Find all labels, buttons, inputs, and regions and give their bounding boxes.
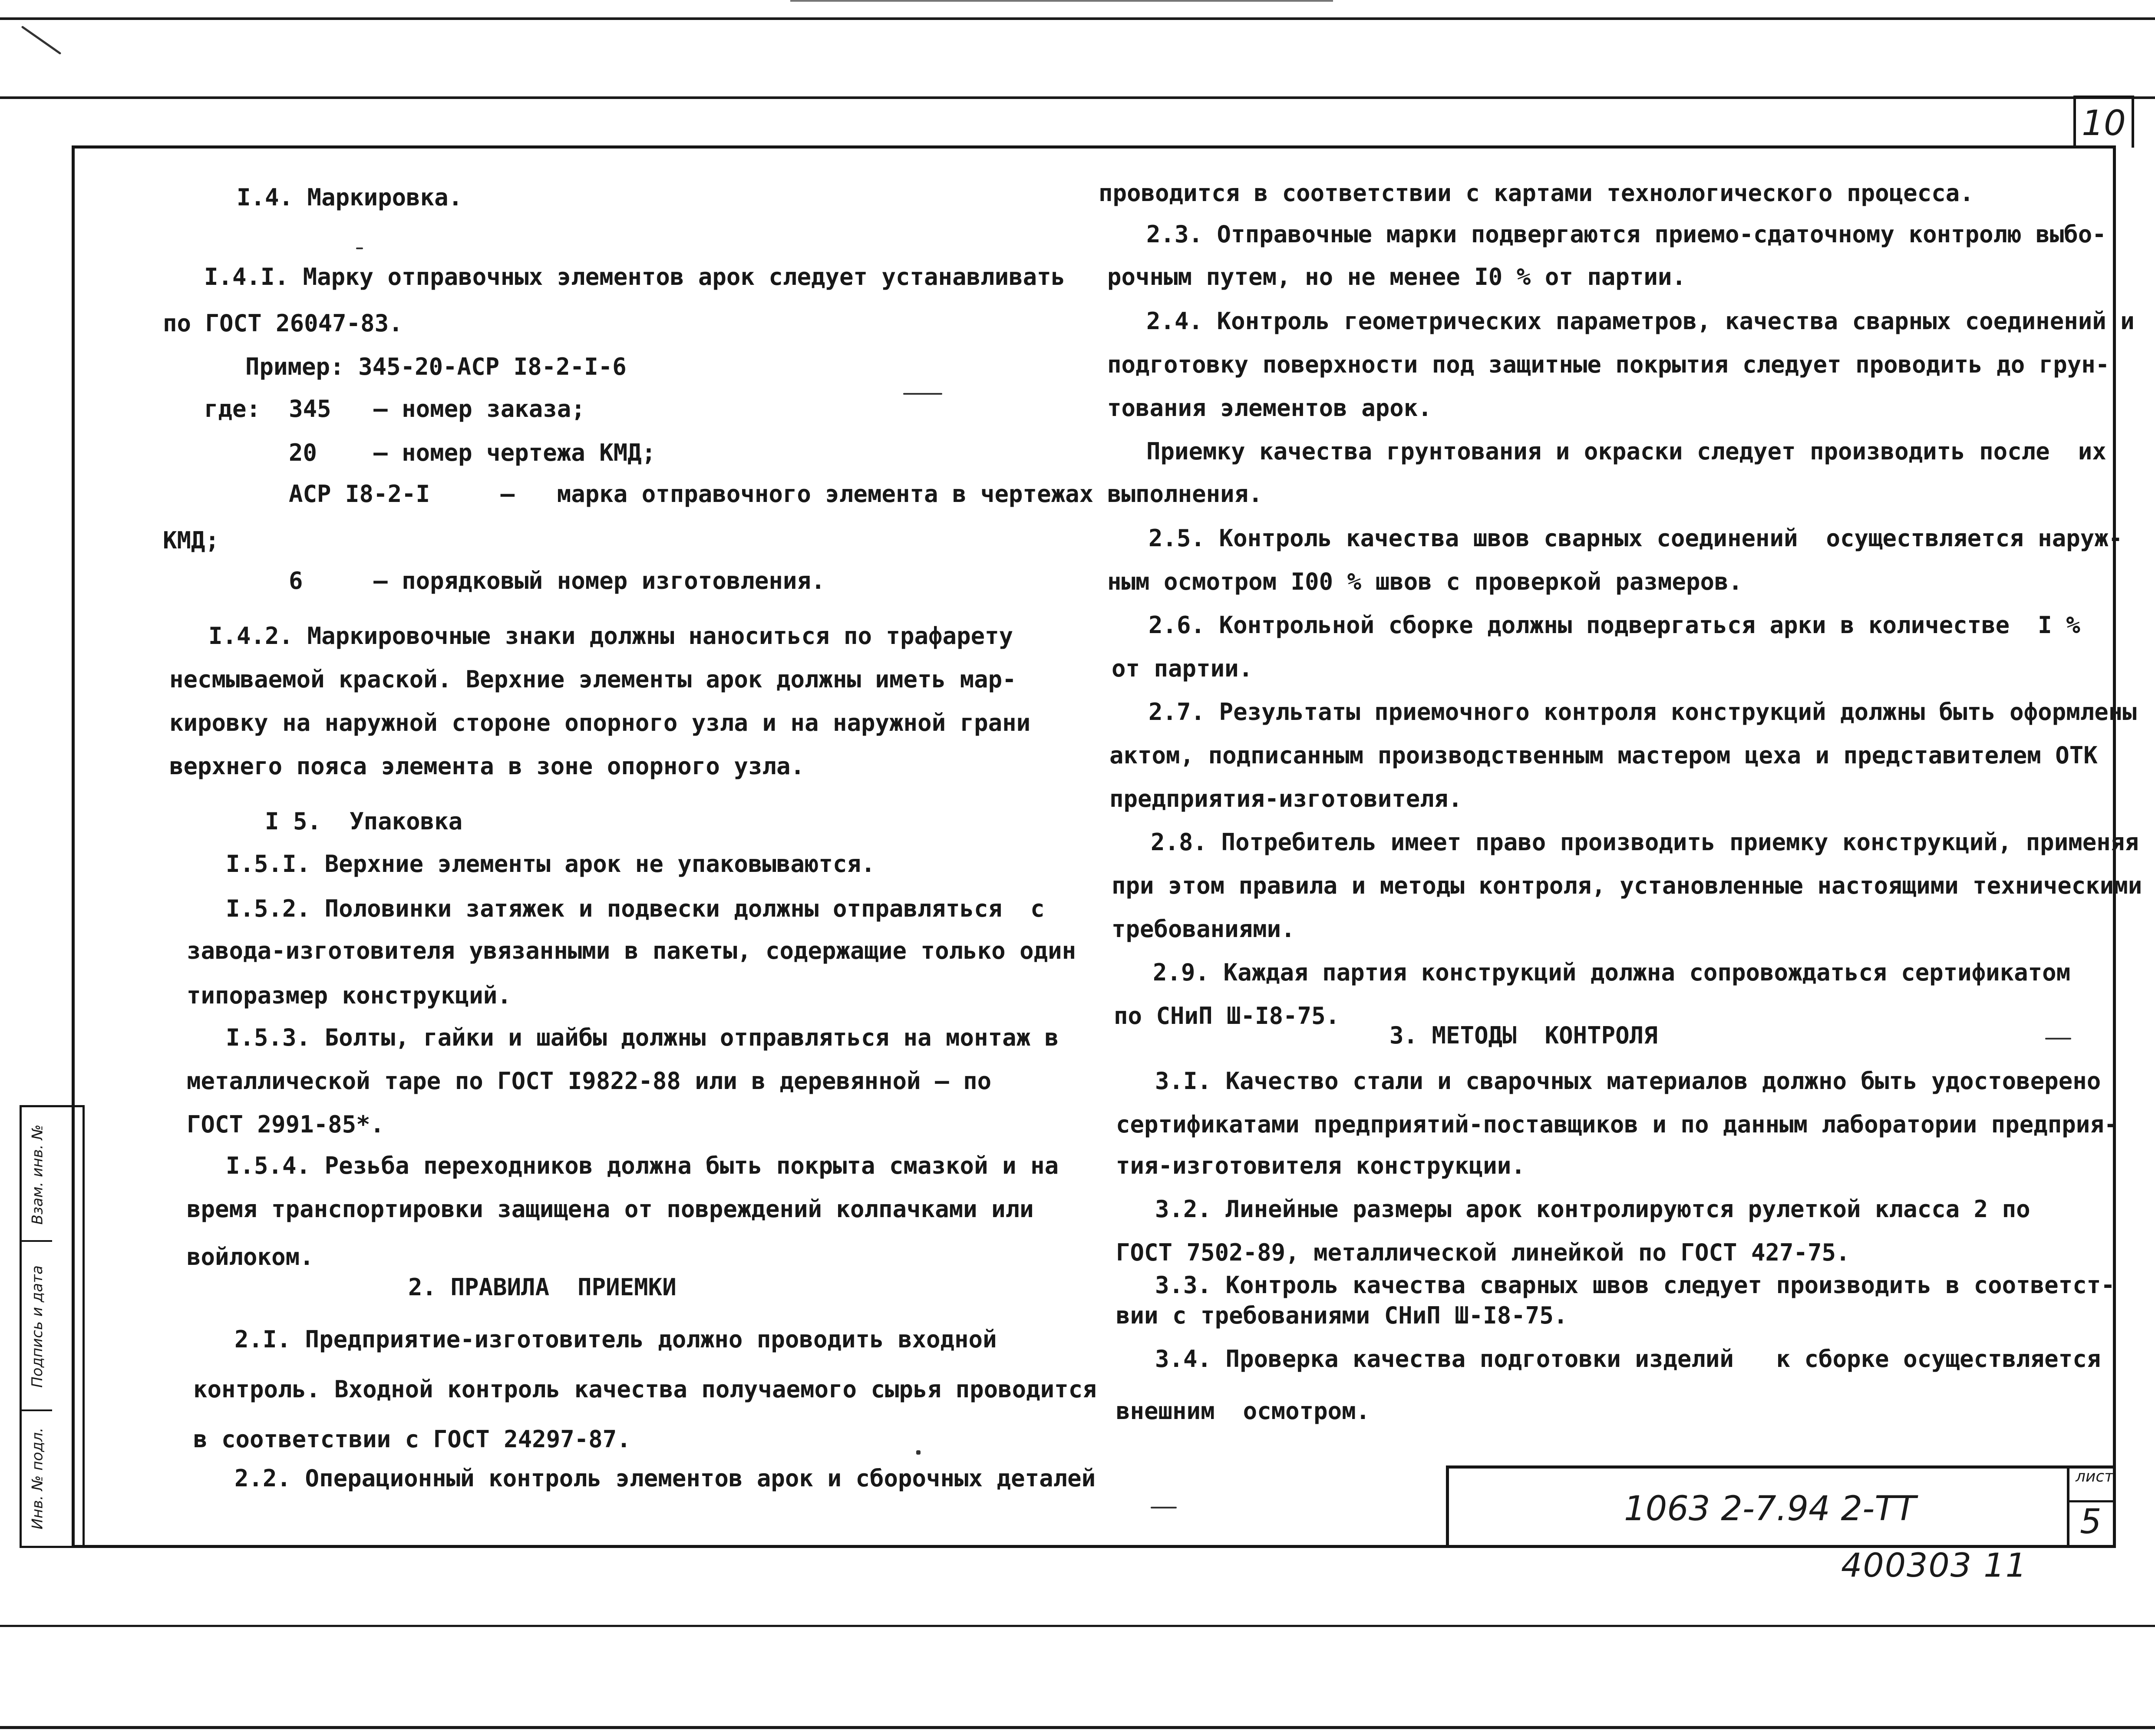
right-line-6: тования элементов арок. bbox=[1107, 394, 1432, 422]
scan-speck bbox=[916, 1450, 921, 1455]
left-line-16: I.5.2. Половинки затяжек и подвески должны отправляться с bbox=[226, 895, 1045, 922]
right-line-1: проводится в соответствии с картами технологического процесса. bbox=[1099, 179, 1974, 207]
left-line-13: верхнего пояса элемента в зоне опорного узла. bbox=[169, 752, 805, 780]
right-line-15: предприятия-изготовителя. bbox=[1109, 785, 1462, 812]
side-label-3: Взам. инв. № bbox=[29, 1124, 46, 1225]
right-line-19: 2.9. Каждая партия конструкций должна сопровождаться сертификатом bbox=[1153, 959, 2071, 986]
right-line-2: 2.3. Отправочные марки подвергаются приемо-сдаточному контролю выбо- bbox=[1146, 221, 2106, 248]
right-line-24: тия-изготовителя конструкции. bbox=[1116, 1152, 1525, 1179]
right-line-20: по СНиП Ш-I8-75. bbox=[1114, 1002, 1340, 1030]
left-line-7: АСР I8-2-I – марка отправочного элемента в чертежах bbox=[289, 480, 1094, 508]
scan-speck bbox=[356, 248, 363, 249]
left-line-20: металлической таре по ГОСТ I9822-88 или в деревянной – по bbox=[187, 1067, 992, 1095]
right-line-11: 2.6. Контрольной сборке должны подвергаться арки в количестве I % bbox=[1148, 611, 2080, 639]
right-line-22: 3.I. Качество стали и сварочных материалов должно быть удостоверено bbox=[1155, 1067, 2101, 1095]
sheet-list-number: 5 bbox=[2080, 1502, 2102, 1541]
right-line-12: от партии. bbox=[1112, 655, 1253, 682]
left-section-1-5: I 5. Упаковка bbox=[265, 808, 463, 835]
scan-speck bbox=[2045, 1038, 2071, 1040]
right-line-8: выполнения. bbox=[1107, 480, 1263, 508]
scan-upper-rule bbox=[0, 96, 2155, 99]
left-line-15: I.5.I. Верхние элементы арок не упаковываются. bbox=[226, 850, 875, 878]
scan-speck bbox=[903, 393, 942, 395]
section-2-heading: 2. ПРАВИЛА ПРИЕМКИ bbox=[408, 1274, 677, 1301]
right-line-4: 2.4. Контроль геометрических параметров, качества сварных соединений и bbox=[1146, 307, 2135, 335]
scan-speck bbox=[1151, 1507, 1177, 1508]
left-line-27: контроль. Входной контроль качества получаемого сырья проводится bbox=[193, 1376, 1097, 1403]
left-line-6: 20 – номер чертежа КМД; bbox=[289, 439, 656, 466]
right-line-28: вии с требованиями СНиП Ш-I8-75. bbox=[1116, 1302, 1568, 1329]
left-line-26: 2.I. Предприятие-изготовитель должно проводить входной bbox=[234, 1326, 997, 1353]
side-approval-bar bbox=[20, 1105, 85, 1548]
sheet-number: 10 bbox=[2082, 102, 2126, 143]
left-line-2: I.4.I. Марку отправочных элементов арок следует устанавливать bbox=[204, 263, 1066, 290]
right-line-16: 2.8. Потребитель имеет право производить приемку конструкций, применяя bbox=[1151, 828, 2139, 856]
left-line-12: кировку на наружной стороне опорного узла и на наружной грани bbox=[169, 709, 1031, 736]
left-line-22: I.5.4. Резьба переходников должна быть покрыта смазкой и на bbox=[226, 1152, 1059, 1179]
side-label-1: Инв. № подл. bbox=[29, 1427, 46, 1530]
archive-number: 400303 11 bbox=[1841, 1546, 2027, 1584]
right-line-17: при этом правила и методы контроля, установленные настоящими техническими bbox=[1112, 872, 2142, 899]
left-line-10: I.4.2. Маркировочные знаки должны наноситься по трафарету bbox=[208, 622, 1013, 650]
left-line-11: несмываемой краской. Верхние элементы арок должны иметь мар- bbox=[169, 666, 1016, 693]
left-line-17: завода-изготовителя увязанными в пакеты, содержащие только один bbox=[187, 937, 1076, 964]
left-line-1: I.4. Маркировка. bbox=[237, 184, 463, 211]
right-line-7: Приемку качества грунтования и окраски следует производить после их bbox=[1146, 438, 2106, 465]
left-line-4: Пример: 345-20-АСР I8-2-I-6 bbox=[245, 353, 627, 380]
right-line-10: ным осмотром I00 % швов с проверкой размеров. bbox=[1107, 568, 1742, 595]
right-line-13: 2.7. Результаты приемочного контроля конструкций должны быть оформлены bbox=[1148, 698, 2137, 726]
scan-mark bbox=[21, 26, 62, 55]
left-line-18: типоразмер конструкций. bbox=[187, 982, 512, 1009]
right-line-18: требованиями. bbox=[1112, 915, 1295, 943]
left-line-28: в соответствии с ГОСТ 24297-87. bbox=[193, 1426, 631, 1453]
left-line-23: время транспортировки защищена от повреждений колпачками или bbox=[187, 1195, 1034, 1223]
scan-bottom-rule-2 bbox=[0, 1726, 2155, 1729]
right-line-27: 3.3. Контроль качества сварных швов следует производить в соответст- bbox=[1155, 1271, 2115, 1299]
scan-top-dash bbox=[790, 0, 1333, 2]
left-line-19: I.5.3. Болты, гайки и шайбы должны отправляться на монтаж в bbox=[226, 1024, 1059, 1051]
scan-top-rule bbox=[0, 17, 2155, 20]
right-line-9: 2.5. Контроль качества швов сварных соединений осуществляется наруж- bbox=[1148, 525, 2123, 552]
right-line-14: актом, подписанным производственным мастером цеха и представителем ОТК bbox=[1109, 742, 2098, 769]
side-label-2: Подпись и дата bbox=[29, 1265, 46, 1388]
sheet-number-box bbox=[2073, 96, 2134, 148]
document-code: 1063 2-7.94 2-ТТ bbox=[1624, 1489, 1916, 1528]
section-3-heading: 3. МЕТОДЫ КОНТРОЛЯ bbox=[1389, 1022, 1658, 1049]
right-line-5: подготовку поверхности под защитные покрытия следует проводить до грун- bbox=[1107, 351, 2110, 378]
right-line-3: рочным путем, но не менее I0 % от партии. bbox=[1107, 263, 1686, 290]
left-line-8: КМД; bbox=[163, 527, 220, 554]
right-line-25: 3.2. Линейные размеры арок контролируются рулеткой класса 2 по bbox=[1155, 1195, 2030, 1223]
left-line-3: по ГОСТ 26047-83. bbox=[163, 310, 403, 337]
right-line-30: внешним осмотром. bbox=[1116, 1397, 1370, 1425]
scan-bottom-rule bbox=[0, 1625, 2155, 1627]
right-line-29: 3.4. Проверка качества подготовки изделий к сборке осуществляется bbox=[1155, 1345, 2101, 1373]
left-line-29: 2.2. Операционный контроль элементов арок и сборочных деталей bbox=[234, 1465, 1096, 1492]
sheet-list-label: лист bbox=[2076, 1468, 2114, 1485]
left-line-5: где: 345 – номер заказа; bbox=[204, 395, 585, 422]
right-line-26: ГОСТ 7502-89, металлической линейкой по ГОСТ 427-75. bbox=[1116, 1239, 1850, 1266]
right-line-23: сертификатами предприятий-поставщиков и по данным лаборатории предприя- bbox=[1116, 1111, 2119, 1138]
left-line-21: ГОСТ 2991-85*. bbox=[187, 1111, 385, 1138]
left-line-24: войлоком. bbox=[187, 1243, 314, 1271]
left-line-9: 6 – порядковый номер изготовления. bbox=[289, 567, 825, 594]
